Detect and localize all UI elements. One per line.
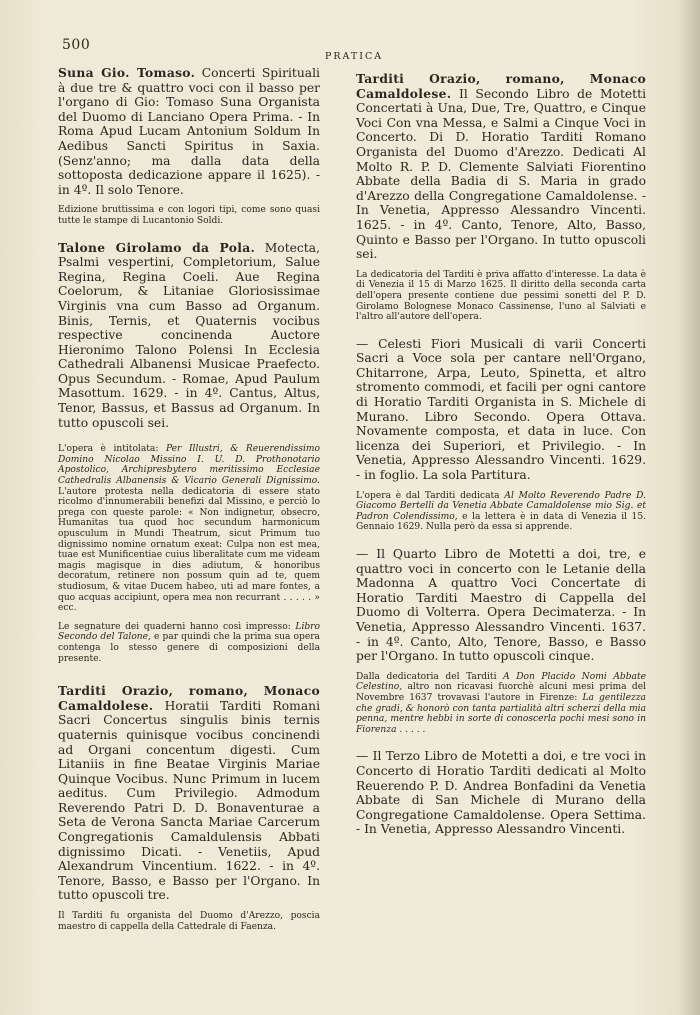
entry-heading: Suna Gio. Tomaso. bbox=[58, 65, 196, 80]
ditto-dash: — bbox=[356, 749, 369, 764]
entry-heading: Talone Girolamo da Pola. bbox=[58, 239, 256, 255]
note-text: Dalla dedicatoria del Tarditi bbox=[356, 671, 504, 682]
note-text: L'autore protesta nella dedicatoria di essere stato ricolmo d'innumerabili benefizi dal Missino, e perciò lo prega con queste parole: « Non indignetur, obsecro, Humanitas tua quod hoc secundum harmonicum opusculum in Mundi Theatrum, sicut Primum tuo dignissimo nomine ornatum exeat: Culpa non est mea, tuae est Munificentiae cuius liberalitate cum me videam magis magisque in dies adiutum, & honoribus decoratum, retinere non possum quin ad te, quem studiosum, & vitae Ducem habeo, uti ad mare fontes, a quo acquas accipiunt, opera mea non recurrant . . . . . » ecc. bbox=[58, 486, 320, 614]
note-text: e la lettera è in data di Venezia il 15. Gennaio 1629. Nulla però da essa si apprende. bbox=[356, 511, 646, 533]
ditto-dash: — bbox=[356, 336, 369, 351]
entry-tarditi-1637 bbox=[356, 547, 646, 664]
note-tarditi-bio: Il Tarditi fu organista del Duomo d'Arezzo, poscia maestro di cappella della Cattedrale di Faenza. bbox=[58, 911, 320, 932]
note-dedication: Al Molto Reverendo Padre D. Giacomo Bertelli da Venetia Abbate Camaldolense mio Sig. et Padron Colendissimo, bbox=[356, 490, 646, 522]
running-head: PRATICA bbox=[325, 51, 384, 62]
note-dedication: A Don Placido Nomi Abbate Celestino, bbox=[356, 671, 646, 693]
page-edge-shadow bbox=[678, 0, 700, 1015]
entry-body: Il Terzo Libro de Motetti a doi, e tre voci in Concerto di Horatio Tarditi dedicati al Molto Reuerendo P. D. Andrea Bonfadini da Venetia Abbate di San Michele di Murano della Congregatione Camaldolense. Opera Settima. - In Venetia, Appresso Alessandro Vincenti. bbox=[356, 749, 646, 837]
entry-body: Horatii Tarditi Romani Sacri Concertus singulis binis ternis quaternis quinisque vocibus concinendi ad Organi concentum digesti. Cum Litaniis in fine Beatae Virginis Mariae Quinque Vocibus. Nunc Primum in lucem aeditus. Cum Privilegio. Admodum Reverendo Patri D. D. Bonaventurae a Seta de Verona Sancta Mariae Carcerum Congregationis Camaldulensis Abbati dignissimo Dicati. - Venetiis, Apud Alexandrum Vincentium. 1622. - in 4º. Tenore, Basso, e Basso per l'Organo. In tutto opuscoli tre. bbox=[58, 698, 320, 903]
note-dedication: Per Illustri, & Reuerendissimo Domino Nicolao Missino I. U. D. Prothonotario Apostolico, Archipresbytero meritissimo Ecclesiae Cathedralis Albanensis & Vicario Generali Dignissimo. bbox=[58, 444, 320, 487]
entry-body: Motecta, Psalmi vespertini, Completorium, Salue Regina, Regina Coeli. Aue Regina Coelorum, & Litaniae Gloriosissimae Virginis vna cum Basso ad Organum. Binis, Ternis, et Quaternis vocibus respective concinenda Auctore Hieronimo Talono Polensi In Ecclesia Cathedrali Albanensi Musicae Praefecto. Opus Secundum. - Romae, Apud Paulum Masottum. 1629. - in 4º. Cantus, Altus, Tenor, Bassus, et Bassus ad Organum. In tutto opuscoli sei. bbox=[58, 240, 320, 430]
entry-heading: Tarditi Orazio, romano, Monaco Camaldolese. bbox=[356, 71, 646, 101]
right-column bbox=[356, 72, 646, 837]
entry-suna bbox=[58, 66, 320, 197]
note-tarditi-1637 bbox=[356, 672, 646, 736]
page-number: 500 bbox=[62, 37, 91, 53]
note-talone-dedication bbox=[58, 444, 320, 614]
entry-body: Il Quarto Libro de Motetti a doi, tre, e quattro voci in concerto con le Letanie della Madonna A quattro Voci Concertate di Horatio Tarditi Maestro di Cappella del Duomo di Volterra. Opera Decimaterza. - In Venetia, Appresso Alessandro Vincenti. 1637. - in 4º. Canto, Alto, Tenore, Basso, e Basso per l'Organo. In tutto opuscoli cinque. bbox=[356, 547, 646, 664]
ditto-dash: — bbox=[356, 547, 369, 561]
entry-body: Celesti Fiori Musicali di varii Concerti Sacri a Voce sola per cantare nell'Organo, Chitarrone, Arpa, Leuto, Spinetta, et altro stromento commodi, et facili per ogni cantore di Horatio Tarditi Organista in S. Michele di Murano. Libro Secondo. Opera Ottava. Novamente composta, et data in luce. Con licenza dei Superiori, et Privilegio. - In Venetia, Appresso Alessandro Vincenti. 1629. - in foglio. La sola Partitura. bbox=[356, 336, 646, 483]
note-tarditi-1629 bbox=[356, 491, 646, 533]
entry-tarditi-1622 bbox=[58, 684, 320, 903]
note-suna: Edizione bruttissima e con logori tipi, come sono quasi tutte le stampe di Lucantonio Soldi. bbox=[58, 205, 320, 226]
note-text: Le segnature dei quaderni hanno così impresso: bbox=[58, 621, 296, 632]
note-text: L'opera è dal Tarditi dedicata bbox=[356, 490, 505, 501]
note-quote: La gentilezza che gradi, & honorò con tanta partialità altri scherzi della mia penna, mentre hebbi in sorte di conoscerla pochi mesi sono in Fiorenza . . . . . bbox=[356, 692, 646, 735]
entry-tarditi-1625 bbox=[356, 72, 646, 262]
note-talone-signatures bbox=[58, 622, 320, 664]
entry-talone bbox=[58, 241, 320, 431]
entry-tarditi-terzo bbox=[356, 749, 646, 837]
note-text: e par quindi che la prima sua opera contenga lo stesso genere di composizioni della presente. bbox=[58, 632, 320, 664]
note-tarditi-1625: La dedicatoria del Tarditi è priva affatto d'interesse. La data è di Venezia il 15 di Marzo 1625. Il diritto della seconda carta dell'opera presente contiene due pessimi sonetti del P. D. Girolamo Bolognese Monaco Cassinense, l'uno al Salviati e l'altro all'autore dell'opera. bbox=[356, 269, 646, 323]
note-quote: Libro Secondo del Talone, bbox=[58, 621, 320, 643]
note-text: altro non ricavasi fuorchè alcuni mesi prima del Novembre 1637 trovavasi l'autore in Firenze: bbox=[356, 682, 646, 703]
note-text: L'opera è intitolata: bbox=[58, 444, 166, 455]
entry-heading: Tarditi Orazio, romano, Monaco Camaldolese. bbox=[58, 683, 320, 713]
entry-body: Il Secondo Libro de Motetti Concertati à Una, Due, Tre, Quattro, e Cinque Voci Con vna Messa, e Salmi a Cinque Voci in Concerto. Di D. Horatio Tarditi Romano Organista del Duomo d'Arezzo. Dedicati Al Molto R. P. D. Clemente Salviati Fiorentino Abbate della Badia di S. Maria in grado d'Arezzo della Congregatione Camaldolense. - In Venetia, Appresso Alessandro Vincenti. 1625. - in 4º. Canto, Tenore, Alto, Basso, Quinto e Basso per l'Organo. In tutto opuscoli sei. bbox=[356, 86, 646, 262]
entry-tarditi-1629 bbox=[356, 337, 646, 483]
entry-body: Concerti Spirituali à due tre & quattro voci con il basso per l'organo di Gio: Tomaso Suna Organista del Duomo di Lanciano Opera Prima. - In Roma Apud Lucam Antonium Soldum In Aedibus Sancti Spiritus in Saxia. (Senz'anno; ma dalla data della sottoposta dedicazione appare il 1625). - in 4º. Il solo Tenore. bbox=[58, 66, 320, 197]
left-column bbox=[58, 66, 320, 932]
